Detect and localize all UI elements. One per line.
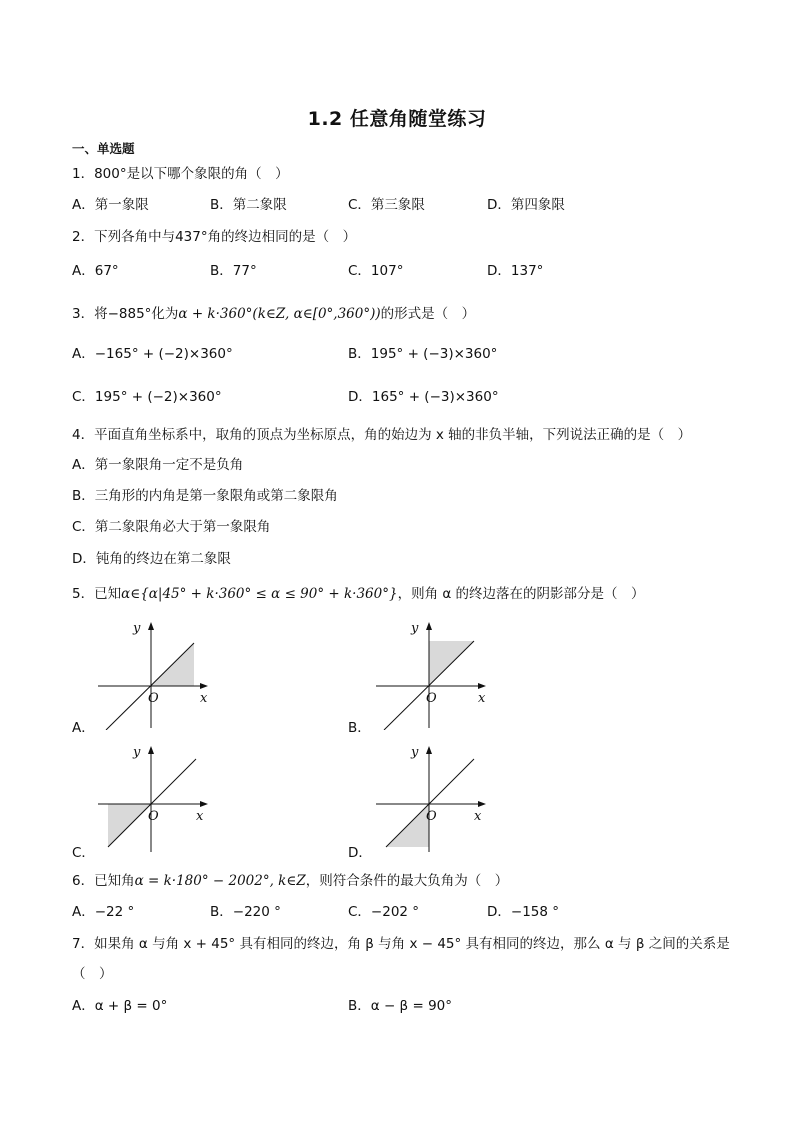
q4-option-a[interactable]: A．第一象限角一定不是负角 (72, 457, 244, 473)
x-arrow-icon (478, 683, 486, 689)
section-heading: 一、单选题 (72, 141, 135, 156)
q1-stem: 1．800°是以下哪个象限的角（ ） (72, 166, 289, 182)
q6-option-d[interactable]: D．−158 ° (487, 904, 560, 920)
q7-stem-cont: （ ） (72, 966, 113, 982)
q6-option-c[interactable]: C．−202 ° (348, 904, 420, 920)
y-label: y (411, 745, 419, 760)
q5-stem-prefix: 5．已知 (72, 586, 122, 602)
q6-stem-math: α = k·180° − 2002°, k∈Z (134, 873, 306, 889)
q2-option-a[interactable]: A．67° (72, 263, 119, 279)
q1-option-a[interactable]: A．第一象限 (72, 197, 149, 213)
y-label: y (133, 621, 141, 636)
q3-stem-math: α + k·360°(k∈Z, α∈[0°,360°)) (178, 306, 381, 322)
x-arrow-icon (478, 801, 486, 807)
q2-option-d[interactable]: D．137° (487, 263, 544, 279)
y-arrow-icon (148, 746, 154, 754)
x-label: x (196, 809, 204, 824)
q5-figure-b (374, 618, 494, 730)
q7-stem: 7．如果角 α 与角 x + 45° 具有相同的终边，角 β 与角 x − 45° 具有相同的终边，那么 α 与 β 之间的关系是 (72, 936, 730, 952)
q5-figure-d (374, 742, 494, 854)
q5-option-b[interactable]: B． (348, 720, 371, 736)
terminal-line (108, 759, 196, 847)
q3-option-a[interactable]: A．−165° + (−2)×360° (72, 346, 233, 362)
q5-figure-a (96, 618, 216, 730)
q6-option-b[interactable]: B．−220 ° (210, 904, 281, 920)
q5-stem-suffix: ，则角 α 的终边落在的阴影部分是（ ） (397, 586, 645, 602)
q5-option-c[interactable]: C． (72, 845, 95, 861)
origin-label: O (426, 691, 437, 706)
q3-stem-suffix: 的形式是（ ） (380, 306, 476, 322)
q5-option-a[interactable]: A． (72, 720, 95, 736)
q5-stem-math: α∈{α|45° + k·360° ≤ α ≤ 90° + k·360°} (121, 586, 398, 602)
q4-option-b[interactable]: B．三角形的内角是第一象限角或第二象限角 (72, 488, 338, 504)
q5-figure-c (96, 742, 216, 854)
x-arrow-icon (200, 683, 208, 689)
q2-option-c[interactable]: C．107° (348, 263, 404, 279)
y-label: y (411, 621, 419, 636)
q4-option-d[interactable]: D．钝角的终边在第二象限 (72, 551, 231, 567)
q6-stem (72, 871, 508, 891)
origin-label: O (426, 809, 437, 824)
q6-stem-prefix: 6．已知角 (72, 873, 135, 889)
q1-option-b[interactable]: B．第二象限 (210, 197, 287, 213)
q6-stem-suffix: ，则符合条件的最大负角为（ ） (305, 873, 509, 889)
q7-option-a[interactable]: A．α + β = 0° (72, 998, 168, 1014)
y-arrow-icon (148, 622, 154, 630)
terminal-line (386, 759, 474, 847)
q1-option-c[interactable]: C．第三象限 (348, 197, 425, 213)
q3-option-d[interactable]: D．165° + (−3)×360° (348, 389, 499, 405)
q3-stem-prefix: 3．将−885°化为 (72, 306, 179, 322)
origin-label: O (148, 691, 159, 706)
x-arrow-icon (200, 801, 208, 807)
q4-stem: 4．平面直角坐标系中，取角的顶点为坐标原点，角的始边为 x 轴的非负半轴，下列说法正确的是（ ） (72, 427, 692, 443)
q3-option-c[interactable]: C．195° + (−2)×360° (72, 389, 222, 405)
q2-stem: 2．下列各角中与437°角的终边相同的是（ ） (72, 229, 357, 245)
q1-option-d[interactable]: D．第四象限 (487, 197, 565, 213)
q6-option-a[interactable]: A．−22 ° (72, 904, 135, 920)
q2-option-b[interactable]: B．77° (210, 263, 257, 279)
q5-option-d[interactable]: D． (348, 845, 372, 861)
x-label: x (478, 691, 486, 706)
q4-option-c[interactable]: C．第二象限角必大于第一象限角 (72, 519, 271, 535)
q3-option-b[interactable]: B．195° + (−3)×360° (348, 346, 498, 362)
y-label: y (133, 745, 141, 760)
x-label: x (200, 691, 208, 706)
x-label: x (474, 809, 482, 824)
q7-option-b[interactable]: B．α − β = 90° (348, 998, 452, 1014)
q3-stem (72, 304, 475, 324)
y-arrow-icon (426, 746, 432, 754)
origin-label: O (148, 809, 159, 824)
page-title: 1.2 任意角随堂练习 (307, 108, 487, 130)
y-arrow-icon (426, 622, 432, 630)
q5-stem (72, 584, 645, 604)
